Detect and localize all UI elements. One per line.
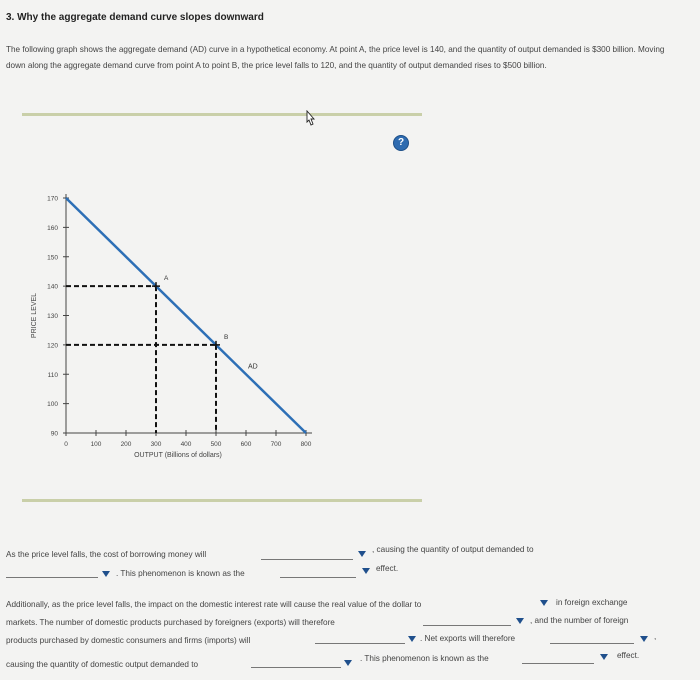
x-tick-label: 100 xyxy=(90,441,102,448)
y-axis-label: PRICE LEVEL xyxy=(31,292,38,339)
imports-dropdown-icon[interactable] xyxy=(408,636,416,642)
effect-name-blank-1[interactable] xyxy=(280,566,356,578)
y-tick-label: 140 xyxy=(47,283,58,291)
q1-text-c: . This phenomenon is known as the xyxy=(116,569,245,578)
x-axis-label: OUTPUT (Billions of dollars) xyxy=(134,452,222,459)
q1-text-a: As the price level falls, the cost of borrowing money will xyxy=(6,550,207,559)
y-tick-label: 120 xyxy=(47,342,58,350)
imports-blank[interactable] xyxy=(315,632,405,644)
domestic-output-dropdown-icon[interactable] xyxy=(344,660,352,666)
q2-line4-a: causing the quantity of domestic output demanded to xyxy=(6,660,199,669)
ad-curve-line xyxy=(66,198,306,433)
dollar-value-dropdown-icon[interactable] xyxy=(540,600,548,606)
y-tick-label: 100 xyxy=(47,401,58,409)
q2-line2-b: , and the number of foreign xyxy=(530,616,629,625)
help-icon[interactable]: ? xyxy=(393,135,409,151)
q1-text-d: effect. xyxy=(376,564,399,573)
output-demanded-blank[interactable] xyxy=(6,566,98,578)
net-exports-dropdown-icon[interactable] xyxy=(640,636,648,642)
x-tick-label: 0 xyxy=(64,441,68,448)
q2-line3-a: products purchased by domestic consumers and firms (imports) will xyxy=(6,636,251,645)
section-title: 3. Why the aggregate demand curve slopes downward xyxy=(6,12,264,23)
x-tick-label: 800 xyxy=(300,441,312,448)
q1-text-b: , causing the quantity of output demanded to xyxy=(372,545,534,554)
x-tick-label: 200 xyxy=(120,441,132,448)
q2-line4-b: . This phenomenon is known as the xyxy=(360,654,489,663)
y-tick-label: 130 xyxy=(47,313,58,320)
x-tick-label: 700 xyxy=(270,441,282,448)
x-tick-label: 300 xyxy=(150,441,162,448)
y-tick-label: 110 xyxy=(47,371,58,379)
exports-dropdown-icon[interactable] xyxy=(516,618,524,624)
x-tick-label: 400 xyxy=(180,441,192,448)
point-a-label: A xyxy=(164,275,169,283)
borrowing-cost-dropdown-icon[interactable] xyxy=(358,551,366,557)
output-demanded-dropdown-icon[interactable] xyxy=(102,571,110,577)
effect-name-blank-2[interactable] xyxy=(522,652,594,664)
q2-line1-b: in foreign exchange xyxy=(556,598,628,607)
effect-name-dropdown-icon-2[interactable] xyxy=(600,654,608,660)
y-tick-label: 160 xyxy=(47,224,58,232)
effect-name-dropdown-icon-1[interactable] xyxy=(362,568,370,574)
x-tick-label: 600 xyxy=(240,441,252,448)
q2-line2-a: markets. The number of domestic products purchased by foreigners (exports) will therefore xyxy=(6,618,335,627)
y-tick-label: 90 xyxy=(50,430,58,438)
net-exports-blank[interactable] xyxy=(550,632,634,644)
intro-paragraph: The following graph shows the aggregate demand (AD) curve in a hypothetical economy. At point A, the price level is 140, and the quantity of output demanded is $300 billion. Moving down along the aggregate demand curve from point A to point B, the price level falls to 120, and the quantity of output demanded rises to $500 billion. xyxy=(6,45,665,70)
q2-line4-c: effect. xyxy=(617,651,640,660)
exports-blank[interactable] xyxy=(423,614,511,626)
y-tick-label: 170 xyxy=(47,195,58,203)
q2-line3-c: , xyxy=(654,632,657,641)
ad-curve-label: AD xyxy=(248,363,258,371)
x-tick-label: 500 xyxy=(210,441,222,448)
q2-line3-b: . Net exports will therefore xyxy=(420,634,516,643)
domestic-output-blank[interactable] xyxy=(251,656,341,668)
y-tick-label: 150 xyxy=(47,254,58,262)
q2-line1-a: Additionally, as the price level falls, the impact on the domestic interest rate will cause the real value of the dollar to xyxy=(6,600,422,609)
point-b-label: B xyxy=(224,333,229,341)
borrowing-cost-blank[interactable] xyxy=(261,548,353,560)
